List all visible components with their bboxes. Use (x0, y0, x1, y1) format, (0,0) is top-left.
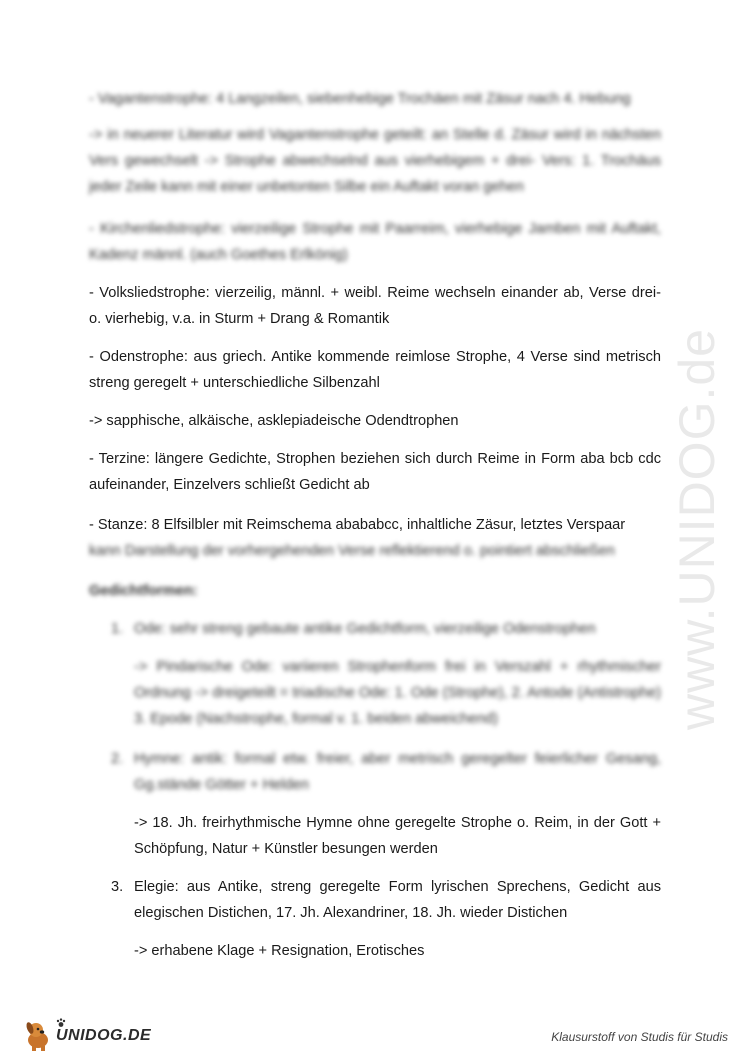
paragraph-vagantenstrophe: - Vagantenstrophe: 4 Langzeilen, siebenhebige Trochäen mit Zäsur nach 4. Hebung (89, 91, 631, 107)
list-item-number: 3. (111, 879, 124, 895)
paragraph-odenstrophe: - Odenstrophe: aus griech. Antike kommende reimlose Strophe, 4 Verse sind metrisch streng geregelt + unterschiedliche Silbenzahl (89, 349, 661, 391)
list-item-text: Ode: sehr streng gebaute antike Gedichtform, vierzeilige Odenstrophen (134, 621, 596, 637)
list-item-number: 2. (111, 751, 124, 767)
paragraph-terzine: - Terzine: längere Gedichte, Strophen beziehen sich durch Reime in Form aba bcb cdc aufeinander, Einzelvers schließt Gedicht ab (89, 451, 661, 493)
list-item-elegie (111, 874, 661, 926)
list-subitem-ode: -> Pindarische Ode: variieren Strophenform frei in Verszahl + rhythmischer Ordnung -> dreigeteilt = triadische Ode: 1. Ode (Strophe), 2. Antode (Antistrophe) 3. Epode (Nachstrophe, formal v. 1. beiden abweichend) (134, 659, 661, 727)
list-item-ode (111, 616, 661, 642)
paragraph-vaganten-note: -> in neuerer Literatur wird Vagantenstrophe geteilt: an Stelle d. Zäsur wird in nächsten Vers gewechselt -> Strophe abwechselnd aus vierhebigem + drei- Vers: 1. Trochäus jeder Zeile kann mit einer unbetonten Silbe ein Auftakt voran gehen (89, 127, 661, 195)
unidog-logo[interactable] (22, 1018, 172, 1054)
paragraph-kirchenliedstrophe: - Kirchenliedstrophe: vierzeilige Strophe mit Paarreim, vierhebige Jamben mit Auftakt, Kadenz männl. (auch Goethes Erlkönig) (89, 221, 661, 263)
list-item-hymne (111, 746, 661, 798)
footer-tagline: Klausurstoff von Studis für Studis (551, 1030, 728, 1044)
list-subitem-hymne: -> 18. Jh. freirhythmische Hymne ohne geregelte Strophe o. Reim, in der Gott + Schöpfung, Natur + Künstler besungen werden (134, 815, 661, 857)
list-item-number: 1. (111, 621, 124, 637)
paragraph-stanze-line2: kann Darstellung der vorhergehenden Verse reflektierend o. pointiert abschließen (89, 543, 615, 559)
dog-icon (22, 1018, 56, 1052)
paragraph-odenstrophe-types: -> sapphische, alkäische, asklepiadeische Odendtrophen (89, 413, 459, 429)
logo-text: UNIDOG.DE (56, 1027, 152, 1044)
list-subitem-elegie: -> erhabene Klage + Resignation, Erotisches (134, 943, 425, 959)
list-item-text: Hymne: antik: formal etw. freier, aber metrisch geregelter feierlicher Gesang, Gg.stände Götter + Helden (134, 751, 661, 793)
paragraph-volksliedstrophe: - Volksliedstrophe: vierzeilig, männl. + weibl. Reime wechseln einander ab, Verse drei- o. vierhebig, v.a. in Sturm + Drang & Romantik (89, 285, 661, 327)
list-item-text: Elegie: aus Antike, streng geregelte Form lyrischen Sprechens, Gedicht aus elegischen Distichen, 17. Jh. Alexandriner, 18. Jh. wieder Distichen (134, 879, 661, 921)
watermark: www.UNIDOG.de (669, 328, 725, 730)
section-heading: Gedichtformen: (89, 583, 198, 599)
paragraph-stanze-line1: - Stanze: 8 Elfsilbler mit Reimschema abababcc, inhaltliche Zäsur, letztes Verspaar (89, 517, 626, 533)
